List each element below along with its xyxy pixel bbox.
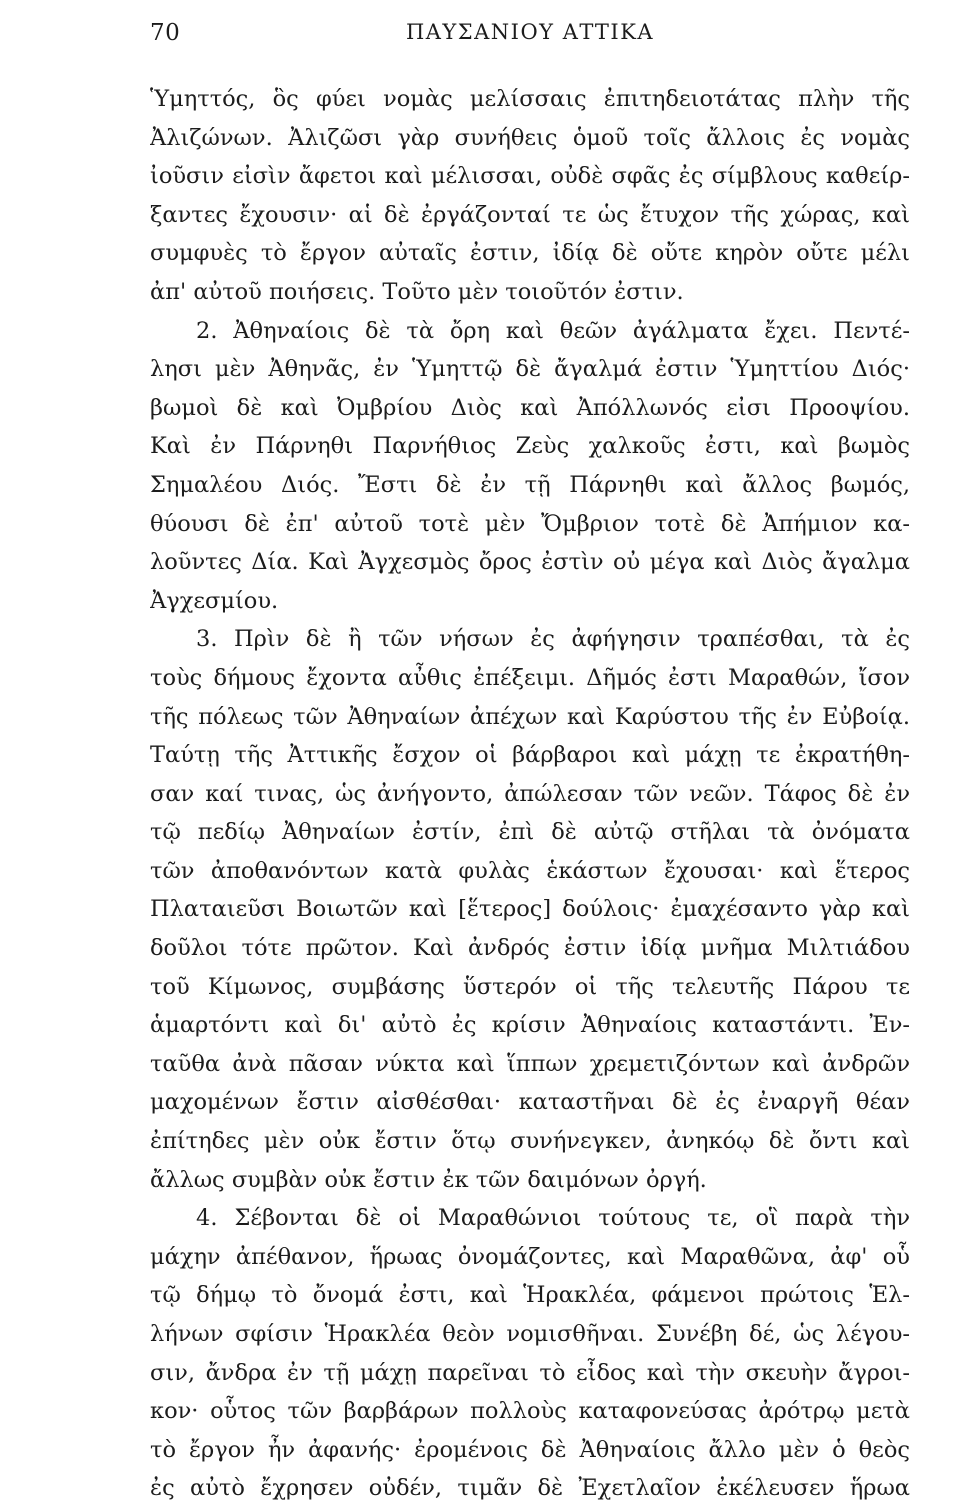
section-start-line: 3. Πρὶν δὲ ἢ τῶν νήσων ἐς ἀφήγησιν τραπέσθαι, τὰ ἐς xyxy=(196,626,910,653)
text-line: τὸ ἔργον ἦν ἀφανής· ἐρομένοις δὲ Ἀθηναίοις ἄλλο μὲν ὁ θεὸς xyxy=(150,1436,910,1463)
text-line: ἐπίτηδες μὲν οὐκ ἔστιν ὅτῳ συνήνεγκεν, ἀνηκόῳ δὲ ὄντι καὶ xyxy=(150,1128,910,1155)
running-head xyxy=(150,20,910,50)
text-line: Σημαλέου Διός. Ἔστι δὲ ἐν τῇ Πάρνηθι καὶ ἄλλος βωμός, xyxy=(150,471,910,498)
text-line: ἐς αὐτὸ ἔχρησεν οὐδέν, τιμᾶν δὲ Ἐχετλαῖον ἐκέλευσεν ἥρωα xyxy=(150,1475,910,1502)
text-line: Ὑμηττός, ὃς φύει νομὰς μελίσσαις ἐπιτηδειοτάτας πλὴν τῆς xyxy=(150,86,910,112)
text-line: Ἀγχεσμίου. xyxy=(150,587,279,614)
text-line: τῆς πόλεως τῶν Ἀθηναίων ἀπέχων καὶ Καρύστου τῆς ἐν Εὐβοίᾳ. xyxy=(150,703,910,730)
text-line: θύουσι δὲ ἐπ' αὐτοῦ τοτὲ μὲν Ὄμβριον τοτὲ δὲ Ἀπήμιον κα- xyxy=(150,510,910,537)
section-start-line: 4. Σέβονται δὲ οἱ Μαραθώνιοι τούτους τε, οἳ παρὰ τὴν xyxy=(196,1205,910,1232)
text-line: λήνων σφίσιν Ἡρακλέα θεὸν νομισθῆναι. Συνέβη δέ, ὡς λέγου- xyxy=(150,1321,910,1347)
text-line: ξαντες ἔχουσιν· αἱ δὲ ἐργάζονταί τε ὡς ἔτυχον τῆς χώρας, καὶ xyxy=(150,201,910,228)
text-line: σιν, ἄνδρα ἐν τῇ μάχῃ παρεῖναι τὸ εἶδος καὶ τὴν σκευὴν ἄγροι- xyxy=(150,1359,910,1386)
page-number: 70 xyxy=(150,20,181,46)
text-line: Ταύτῃ τῆς Ἀττικῆς ἔσχον οἱ βάρβαροι καὶ μάχῃ τε ἐκρατήθη- xyxy=(150,742,910,769)
text-line: κον· οὗτος τῶν βαρβάρων πολλοὺς καταφονεύσας ἀρότρῳ μετὰ xyxy=(150,1398,910,1425)
text-line: ἁμαρτόντι καὶ δι' αὐτὸ ἐς κρίσιν Ἀθηναίοις καταστάντι. Ἐν- xyxy=(150,1012,910,1039)
text-line: ταῦθα ἀνὰ πᾶσαν νύκτα καὶ ἵππων χρεμετιζόντων καὶ ἀνδρῶν xyxy=(150,1050,910,1077)
text-line: ἀπ' αὐτοῦ ποιήσεις. Τοῦτο μὲν τοιοῦτόν ἐστιν. xyxy=(150,278,684,305)
text-line: μάχην ἀπέθανον, ἥρωας ὀνομάζοντες, καὶ Μαραθῶνα, ἀφ' οὗ xyxy=(150,1243,910,1270)
text-line: Πλαταιεῦσι Βοιωτῶν καὶ [ἕτερος] δούλοις· ἐμαχέσαντο γὰρ καὶ xyxy=(150,896,910,923)
text-line: λησι μὲν Ἀθηνᾶς, ἐν Ὑμηττῷ δὲ ἄγαλμά ἐστιν Ὑμηττίου Διός· xyxy=(150,356,910,383)
text-line: λοῦντες Δία. Καὶ Ἀγχεσμὸς ὄρος ἐστὶν οὐ μέγα καὶ Διὸς ἄγαλμα xyxy=(150,549,910,576)
text-line: μαχομένων ἔστιν αἰσθέσθαι· καταστῆναι δὲ ἐς ἐναργῆ θέαν xyxy=(150,1089,910,1116)
text-line: βωμοὶ δὲ καὶ Ὀμβρίου Διὸς καὶ Ἀπόλλωνός εἰσι Προοψίου. xyxy=(150,394,910,421)
text-line: Καὶ ἐν Πάρνηθι Παρνήθιος Ζεὺς χαλκοῦς ἐστι, καὶ βωμὸς xyxy=(150,433,910,460)
text-line: τοὺς δήμους ἔχοντα αὖθις ἐπέξειμι. Δῆμός ἐστι Μαραθών, ἴσον xyxy=(150,664,910,691)
text-line: σαν καί τινας, ὡς ἀνήγοντο, ἀπώλεσαν τῶν νεῶν. Τάφος δὲ ἐν xyxy=(150,780,910,807)
text-line: τῷ δήμῳ τὸ ὄνομά ἐστι, καὶ Ἡρακλέα, φάμενοι πρώτοις Ἑλ- xyxy=(150,1282,910,1309)
running-title: ΠΑΥΣΑΝΙΟΥ ΑΤΤΙΚΑ xyxy=(405,20,655,44)
text-line: συμφυὲς τὸ ἔργον αὐταῖς ἐστιν, ἰδίᾳ δὲ οὔτε κηρὸν οὔτε μέλι xyxy=(150,240,910,267)
body-text xyxy=(150,80,910,1508)
text-line: ἄλλως συμβὰν οὐκ ἔστιν ἐκ τῶν δαιμόνων ὀργή. xyxy=(150,1166,707,1193)
text-line: δοῦλοι τότε πρῶτον. Καὶ ἀνδρός ἐστιν ἰδίᾳ μνῆμα Μιλτιάδου xyxy=(150,935,910,962)
text-line: Ἀλιζώνων. Ἀλιζῶσι γὰρ συνήθεις ὁμοῦ τοῖς ἄλλοις ἐς νομὰς xyxy=(150,124,910,151)
section-start-line: 2. Ἀθηναίοις δὲ τὰ ὄρη καὶ θεῶν ἀγάλματα ἔχει. Πεντέ- xyxy=(196,317,910,344)
text-line: τοῦ Κίμωνος, συμβάσης ὕστερόν οἱ τῆς τελευτῆς Πάρου τε xyxy=(150,973,910,1000)
text-line: ἰοῦσιν εἰσὶν ἄφετοι καὶ μέλισσαι, οὐδὲ σφᾶς ἐς σίμβλους καθείρ- xyxy=(150,163,910,190)
text-line: τῷ πεδίῳ Ἀθηναίων ἐστίν, ἐπὶ δὲ αὐτῷ στῆλαι τὰ ὀνόματα xyxy=(150,819,910,846)
text-line: τῶν ἀποθανόντων κατὰ φυλὰς ἑκάστων ἔχουσαι· καὶ ἕτερος xyxy=(150,857,910,884)
